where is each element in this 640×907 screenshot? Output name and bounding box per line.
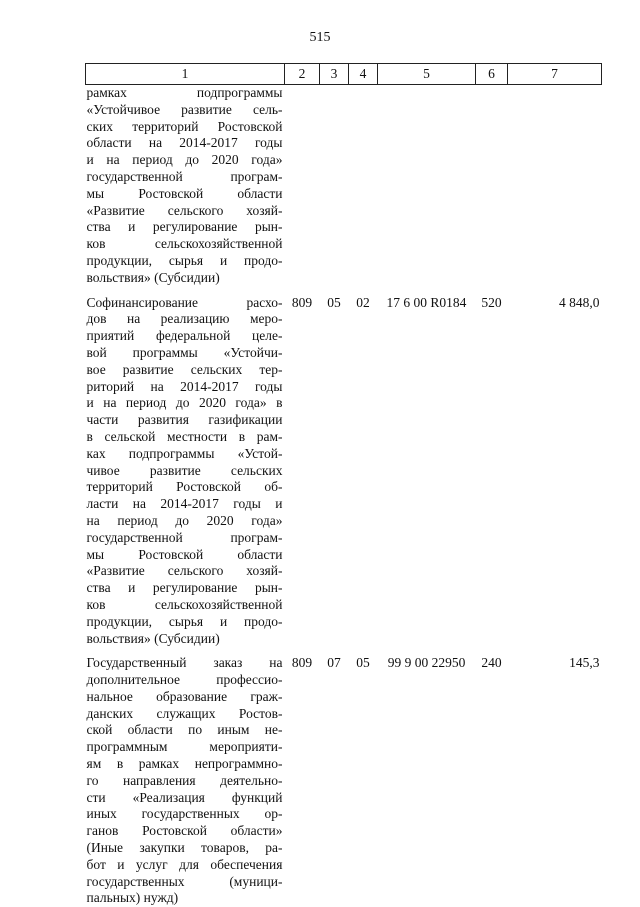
description-word: обеспечения [210,857,282,874]
description-line [87,219,283,236]
description-word: Ростовской [176,479,241,496]
description-word: государственной [87,169,183,186]
description-word: на [269,655,282,672]
description-line [87,295,283,312]
description-word: сельских [191,362,243,379]
description-line [87,253,283,270]
description-word: на [103,395,116,412]
description-word: вое [87,362,106,379]
description-word: период [126,395,166,412]
description-word: продукции, [87,253,153,270]
description-line [87,840,283,857]
description-line [87,186,283,203]
description-line [87,563,283,580]
description-word: целе- [252,328,282,345]
description-line [87,672,283,689]
description-word: развитие [181,102,232,119]
description-word: рамках [139,756,179,773]
description-word: дов [87,311,107,328]
description-line [87,739,283,756]
description-word: на [133,496,146,513]
budget-table [85,63,602,907]
ministry-code-cell: 809 [285,655,320,907]
description-word: сель- [253,102,283,119]
description-line [87,655,283,672]
description-word: рын- [255,219,283,236]
description-word: газификации [208,412,282,429]
description-word: ков [87,236,106,253]
description-word: ках [87,446,106,463]
description-word: образование [156,689,227,706]
description-word: период [132,152,172,169]
ministry-code-cell: 809 [285,295,320,648]
description-word: мы [87,547,105,564]
ministry-code-cell [285,85,320,287]
description-word: хозяй- [246,203,282,220]
description-word: местности [167,429,227,446]
header-col-1: 1 [86,64,285,85]
subsection-code-cell: 02 [349,295,378,648]
description-line [87,395,283,412]
description-line [87,722,283,739]
expense-type-cell: 520 [476,295,508,648]
description-word: продо- [244,614,282,631]
description-word: на [127,311,140,328]
description-word: го [87,773,99,790]
description-line [87,806,283,823]
description-word: профессио- [216,672,282,689]
target-article-cell [378,85,476,287]
description-word: Ростовской [138,547,203,564]
description-word: и [275,496,282,513]
description-word: 2014-2017 [180,379,239,396]
description-word: данских [87,706,134,723]
description-word: для [179,857,199,874]
description-line [87,203,283,220]
description-word: по [188,722,202,739]
description-line [87,874,283,891]
description-word: приятий [87,328,135,345]
description-word: услуг [136,857,168,874]
header-col-3: 3 [320,64,349,85]
description-word: на [149,135,162,152]
description-word: программы [133,345,198,362]
target-article-cell: 17 6 00 R0184 [378,295,476,648]
page-number: 515 [0,30,640,46]
description-word: области [128,722,173,739]
description-word: в [239,429,245,446]
description-word: Ростовской [138,186,203,203]
description-word: рам- [257,429,283,446]
description-line [87,790,283,807]
description-word: вой [87,345,107,362]
description-word: регулирование [153,219,238,236]
header-col-7: 7 [508,64,602,85]
description-word: сельских [231,463,283,480]
description-line: вольствия» (Субсидии) [87,631,283,648]
description-word: не- [265,722,283,739]
description-word: 2014-2017 [179,135,238,152]
amount-cell: 4 848,0 [508,295,602,648]
description-word: и [128,580,135,597]
description-line [87,135,283,152]
description-word: хозяй- [246,563,282,580]
description-line [87,85,283,102]
description-word: сырья [169,253,203,270]
description-line [87,119,283,136]
description-line [87,236,283,253]
description-line [87,102,283,119]
description-word: развитие [150,463,201,480]
description-line [87,597,283,614]
description-word: направления [123,773,196,790]
row-spacer-cell [86,647,602,655]
header-col-6: 6 [476,64,508,85]
description-word: до [175,513,189,530]
description-word: 2020 [199,395,226,412]
description-word: до [185,152,199,169]
description-word: сельскохозяйственной [155,597,283,614]
description-word: Ростов- [239,706,283,723]
description-line: вольствия» (Субсидии) [87,270,283,287]
description-word: об- [264,479,282,496]
description-line [87,823,283,840]
description-line [87,773,283,790]
description-word: в [276,395,282,412]
description-word: территорий [87,479,153,496]
description-line [87,496,283,513]
description-line [87,547,283,564]
description-word: иных [87,806,117,823]
description-word: ор- [265,806,283,823]
row-description [86,295,285,648]
description-line [87,311,283,328]
description-word: сельского [168,203,224,220]
description-line [87,169,283,186]
description-line [87,689,283,706]
description-word: бот [87,857,106,874]
description-word: и [87,152,94,169]
section-code-cell: 05 [320,295,349,648]
description-word: ства [87,580,111,597]
description-word: реализацию [161,311,230,328]
description-word: 2014-2017 [160,496,219,513]
description-word: сельской [104,429,155,446]
description-line [87,362,283,379]
header-col-4: 4 [349,64,378,85]
description-word: расхо- [246,295,282,312]
description-word: и [117,857,124,874]
description-word: до [176,395,190,412]
description-word: рамках [87,85,127,102]
description-word: программным [87,739,168,756]
description-word: граж- [250,689,282,706]
description-word: функций [232,790,283,807]
description-word: мероприяти- [209,739,282,756]
description-line [87,429,283,446]
description-line [87,463,283,480]
expense-type-cell [476,85,508,287]
description-word: года» [235,395,266,412]
description-line [87,513,283,530]
description-word: ганов [87,823,119,840]
description-word: государственных [87,874,185,891]
description-word: програм- [230,530,282,547]
subsection-code-cell: 05 [349,655,378,907]
description-word: тер- [259,362,282,379]
description-line [87,412,283,429]
description-word: служащих [157,706,216,723]
description-word: заказ [213,655,242,672]
description-word: «Развитие [87,563,145,580]
description-word: закупки [139,840,184,857]
description-word: области» [231,823,283,840]
description-word: года» [251,513,282,530]
description-line [87,152,283,169]
table-body [86,85,602,907]
description-word: «Реализация [133,790,205,807]
table-header-row [86,64,602,85]
description-word: чивое [87,463,120,480]
description-word: области [237,186,282,203]
description-word: на [106,152,119,169]
row-spacer [86,647,602,655]
description-word: дополнительное [87,672,181,689]
table-row [86,655,602,907]
description-word: области [87,135,132,152]
description-word: «Устойчи- [224,345,283,362]
description-word: подпрограммы [197,85,283,102]
description-line: пальных) нужд) [87,890,283,907]
description-word: «Развитие [87,203,145,220]
description-word: и [220,614,227,631]
description-word: мы [87,186,105,203]
description-word: иным [217,722,249,739]
description-line [87,756,283,773]
description-word: и [128,219,135,236]
description-word: сырья [169,614,203,631]
row-description [86,655,285,907]
description-line [87,857,283,874]
amount-cell [508,85,602,287]
section-code-cell [320,85,349,287]
header-col-2: 2 [285,64,320,85]
description-word: государственной [87,530,183,547]
description-line [87,446,283,463]
description-word: 2020 [207,513,234,530]
description-word: года» [251,152,282,169]
description-word: сельского [168,563,224,580]
description-line [87,614,283,631]
description-word: годы [255,379,283,396]
description-word: Софинансирование [87,295,199,312]
description-word: продо- [244,253,282,270]
description-word: федеральной [156,328,230,345]
description-word: (муници- [229,874,282,891]
target-article-cell: 99 9 00 22950 [378,655,476,907]
description-word: развитие [123,362,174,379]
description-word: и [87,395,94,412]
description-word: непрограммно- [195,756,283,773]
description-word: товаров, [201,840,249,857]
description-word: рын- [255,580,283,597]
description-word: риторий [87,379,135,396]
description-line [87,706,283,723]
description-word: годы [233,496,261,513]
description-word: ям [87,756,102,773]
description-word: нальное [87,689,133,706]
description-word: ства [87,219,111,236]
description-word: ской [87,722,113,739]
description-word: продукции, [87,614,153,631]
expense-type-cell: 240 [476,655,508,907]
table-row [86,85,602,287]
description-word: области [237,547,282,564]
amount-cell: 145,3 [508,655,602,907]
description-word: в [117,756,123,773]
description-word: ласти [87,496,119,513]
row-description [86,85,285,287]
description-word: меро- [250,311,283,328]
description-word: ских [87,119,114,136]
table-row [86,295,602,648]
description-word: програм- [230,169,282,186]
description-word: регулирование [153,580,238,597]
header-col-5: 5 [378,64,476,85]
description-word: 2020 [212,152,239,169]
description-word: государственных [142,806,240,823]
description-word: «Устой- [238,446,283,463]
description-word: сти [87,790,106,807]
description-word: годы [255,135,283,152]
description-line [87,580,283,597]
description-word: ра- [265,840,282,857]
description-word: «Устойчивое [87,102,161,119]
description-line [87,530,283,547]
row-spacer-cell [86,287,602,295]
description-word: Государственный [87,655,187,672]
description-word: ков [87,597,106,614]
description-word: в [87,429,93,446]
description-word: и [220,253,227,270]
subsection-code-cell [349,85,378,287]
description-line [87,479,283,496]
section-code-cell: 07 [320,655,349,907]
description-word: Ростовской [142,823,207,840]
description-word: на [151,379,164,396]
description-word: деятельно- [220,773,282,790]
description-word: части [87,412,119,429]
description-line [87,328,283,345]
description-word: сельскохозяйственной [155,236,283,253]
description-word: развития [138,412,189,429]
description-word: Ростовской [218,119,283,136]
description-word: (Иные [87,840,124,857]
description-word: подпрограммы [129,446,215,463]
row-spacer [86,287,602,295]
description-word: период [117,513,157,530]
description-line [87,379,283,396]
description-word: территорий [132,119,198,136]
description-line [87,345,283,362]
description-word: на [87,513,100,530]
